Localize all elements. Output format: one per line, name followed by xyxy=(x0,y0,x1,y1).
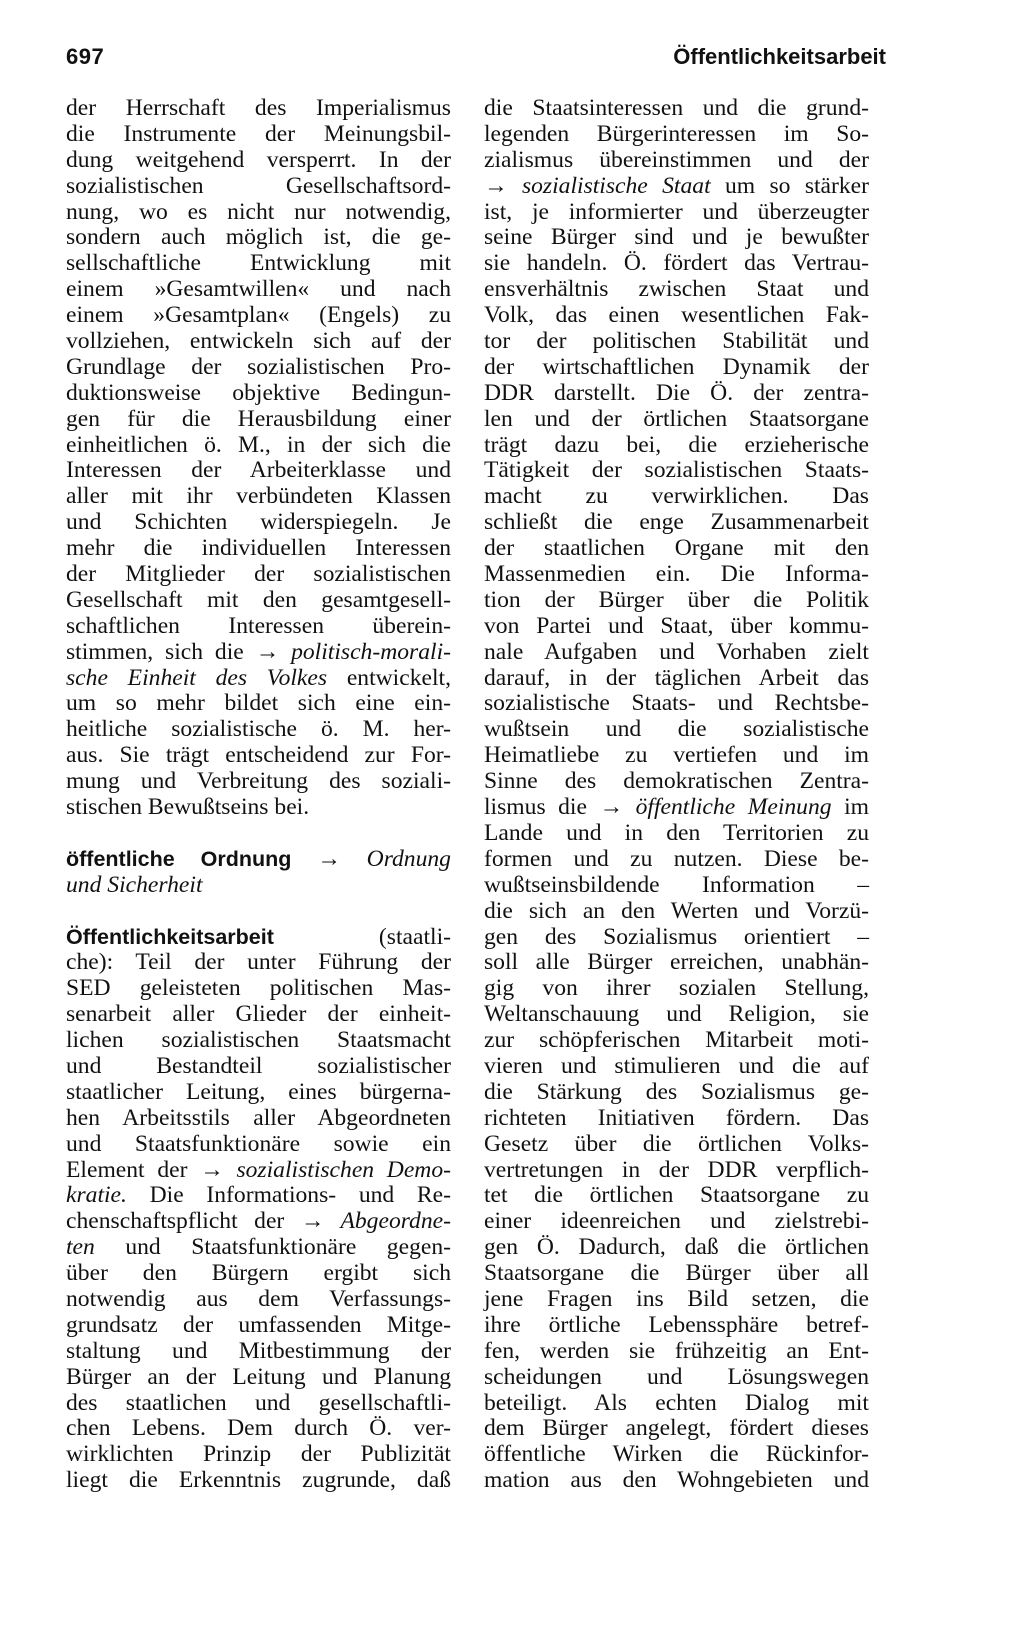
body-text: notwendig aus dem Verfassungs- xyxy=(66,1285,451,1312)
cross-reference: ten xyxy=(66,1234,95,1261)
text-line xyxy=(484,1002,869,1028)
text-line xyxy=(484,743,869,769)
text-line xyxy=(484,1442,869,1468)
text-line xyxy=(484,950,869,976)
body-text: einem »Gesamtplan« (Engels) zu xyxy=(66,302,451,329)
text-line xyxy=(484,1339,869,1365)
text-line xyxy=(484,588,869,614)
body-text: ensverhältnis zwischen Staat und xyxy=(484,276,869,303)
body-text: Tätigkeit der sozialistischen Staats- xyxy=(484,457,869,484)
cross-reference: sche Einheit des Volkes xyxy=(66,664,328,691)
text-line xyxy=(66,1339,451,1365)
body-text: Staatsorgane die Bürger über all xyxy=(484,1260,869,1287)
body-text: schaftlichen Interessen überein- xyxy=(66,612,451,639)
text-line xyxy=(66,251,451,277)
text-line xyxy=(66,1287,451,1313)
body-text: staatlicher Leitung, eines bürgerna- xyxy=(66,1078,451,1105)
body-text: Element der xyxy=(66,1156,201,1183)
text-line xyxy=(484,1183,869,1209)
body-text: mung und Verbreitung des soziali- xyxy=(66,768,451,795)
text-line xyxy=(484,303,869,329)
entry-headword: öffentliche Ordnung xyxy=(66,846,292,871)
right-column xyxy=(484,96,869,1494)
body-text: sellschaftliche Entwicklung mit xyxy=(66,250,451,277)
text-line xyxy=(66,847,451,873)
body-text: sozialistische Staats- und Rechtsbe- xyxy=(484,690,869,717)
text-line xyxy=(484,96,869,122)
body-text: Lande und in den Territorien zu xyxy=(484,819,869,846)
body-text: der Mitglieder der sozialistischen xyxy=(66,561,451,588)
body-text: Sinne des demokratischen Zentra- xyxy=(484,768,869,795)
body-text: der wirtschaftlichen Dynamik der xyxy=(484,353,869,380)
body-text: senarbeit aller Glieder der einheit- xyxy=(66,1001,451,1028)
body-text: sondern auch möglich ist, die ge- xyxy=(66,224,451,251)
body-text: mation aus den Wohngebieten und xyxy=(484,1467,869,1494)
body-text: dung weitgehend versperrt. In der xyxy=(66,146,451,173)
text-line xyxy=(484,381,869,407)
text-line xyxy=(484,148,869,174)
text-line xyxy=(66,950,451,976)
text-line xyxy=(66,640,451,666)
body-text: formen und zu nutzen. Diese be- xyxy=(484,845,869,872)
body-text: lichen sozialistischen Staatsmacht xyxy=(66,1027,451,1054)
paragraph-gap xyxy=(66,821,451,847)
body-text: Massenmedien ein. Die Informa- xyxy=(484,561,869,588)
text-line xyxy=(66,381,451,407)
body-text: hen Arbeitsstils aller Abgeordneten xyxy=(66,1104,451,1131)
cross-reference: → sozialistischen Demo- xyxy=(200,1156,451,1183)
body-text: und Bestandteil sozialistischer xyxy=(66,1052,451,1079)
body-text: seine Bürger sind und je bewußter xyxy=(484,224,869,251)
body-text: entwickelt, xyxy=(327,664,451,691)
body-text: tion der Bürger über die Politik xyxy=(484,586,869,613)
body-text: liegt die Erkenntnis zugrunde, daß xyxy=(66,1467,451,1494)
text-line xyxy=(66,1054,451,1080)
body-text: duktionsweise objektive Bedingun- xyxy=(66,379,451,406)
body-text: die Instrumente der Meinungsbil- xyxy=(66,120,451,147)
body-text: gen für die Herausbildung einer xyxy=(66,405,451,432)
text-line xyxy=(66,433,451,459)
text-line xyxy=(66,329,451,355)
body-text: scheidungen und Lösungswegen xyxy=(484,1363,869,1390)
body-text: einem »Gesamtwillen« und nach xyxy=(66,276,451,303)
body-text: nale Aufgaben und Vorhaben zielt xyxy=(484,638,869,665)
text-line xyxy=(66,666,451,692)
body-text: vollziehen, entwickeln sich auf der xyxy=(66,328,451,355)
text-line xyxy=(484,821,869,847)
text-line xyxy=(484,1287,869,1313)
text-line xyxy=(484,899,869,925)
left-column xyxy=(66,96,451,1494)
body-text: und Staatsfunktionäre gegen- xyxy=(94,1234,451,1261)
body-text: dem Bürger angelegt, fördert dieses xyxy=(484,1415,869,1442)
body-text: sie handeln. Ö. fördert das Vertrau- xyxy=(484,250,869,277)
body-text: tor der politischen Stabilität und xyxy=(484,328,869,355)
body-text: lismus die xyxy=(484,794,600,821)
body-text: staltung und Mitbestimmung der xyxy=(66,1337,451,1364)
text-line xyxy=(484,562,869,588)
body-text: Bürger an der Leitung und Planung xyxy=(66,1363,451,1390)
body-text: die Stärkung des Sozialismus ge- xyxy=(484,1078,869,1105)
body-text: um so mehr bildet sich eine ein- xyxy=(66,690,451,717)
body-text: von Partei und Staat, über kommu- xyxy=(484,612,869,639)
body-text: legenden Bürgerinteressen im So- xyxy=(484,120,869,147)
text-line xyxy=(484,510,869,536)
text-line xyxy=(66,1080,451,1106)
text-line xyxy=(66,795,451,821)
text-line xyxy=(484,1235,869,1261)
text-line xyxy=(484,1365,869,1391)
text-line xyxy=(484,329,869,355)
text-line xyxy=(484,200,869,226)
text-line xyxy=(66,1106,451,1132)
text-line xyxy=(484,873,869,899)
text-line xyxy=(484,1028,869,1054)
body-text: grundsatz der umfassenden Mitge- xyxy=(66,1311,451,1338)
body-text: Gesetz über die örtlichen Volks- xyxy=(484,1130,869,1157)
body-text: wirklichten Prinzip der Publizität xyxy=(66,1441,451,1468)
text-line xyxy=(484,174,869,200)
body-text: chen Lebens. Dem durch Ö. ver- xyxy=(66,1415,451,1442)
text-line xyxy=(66,225,451,251)
text-line xyxy=(66,925,451,951)
text-line xyxy=(484,1313,869,1339)
body-text: aus. Sie trägt entscheidend zur For- xyxy=(66,742,451,769)
cross-reference: kratie. xyxy=(66,1182,127,1209)
body-text: einer ideenreichen und zielstrebi- xyxy=(484,1208,869,1235)
text-line xyxy=(66,562,451,588)
body-text: wußtseinsbildende Information – xyxy=(484,871,869,898)
body-text: schließt die enge Zusammenarbeit xyxy=(484,509,869,536)
text-line xyxy=(484,1416,869,1442)
text-line xyxy=(66,510,451,536)
body-text: einheitlichen ö. M., in der sich die xyxy=(66,431,451,458)
body-text: und Schichten widerspiegeln. Je xyxy=(66,509,451,536)
text-line xyxy=(484,407,869,433)
body-text: soll alle Bürger erreichen, unabhän- xyxy=(484,949,869,976)
text-line xyxy=(66,717,451,743)
text-line xyxy=(484,1209,869,1235)
text-line xyxy=(66,1261,451,1287)
body-text: Volk, das einen wesentlichen Fak- xyxy=(484,302,869,329)
body-text: len und der örtlichen Staatsorgane xyxy=(484,405,869,432)
text-line xyxy=(66,1209,451,1235)
body-text: der staatlichen Organe mit den xyxy=(484,535,869,562)
text-line xyxy=(66,1442,451,1468)
text-line xyxy=(66,614,451,640)
body-text: zur schöpferischen Mitarbeit moti- xyxy=(484,1027,869,1054)
text-line xyxy=(484,251,869,277)
text-line xyxy=(66,1391,451,1417)
text-line xyxy=(484,1391,869,1417)
text-line xyxy=(66,1002,451,1028)
cross-reference: → Ordnung xyxy=(317,845,451,872)
text-line xyxy=(484,355,869,381)
text-line xyxy=(66,174,451,200)
body-text: Weltanschauung und Religion, sie xyxy=(484,1001,869,1028)
body-text: ist, je informierter und überzeugter xyxy=(484,198,869,225)
text-line xyxy=(484,433,869,459)
body-text: wußtsein und die sozialistische xyxy=(484,716,869,743)
body-text xyxy=(291,846,317,872)
body-text: macht zu verwirklichen. Das xyxy=(484,483,869,510)
body-text: ihre örtliche Lebenssphäre betref- xyxy=(484,1311,869,1338)
body-text: Grundlage der sozialistischen Pro- xyxy=(66,353,451,380)
text-line xyxy=(66,458,451,484)
running-head: Öffentlichkeitsarbeit xyxy=(673,44,886,69)
body-text: gig von ihrer sozialen Stellung, xyxy=(484,975,869,1002)
body-text: SED geleisteten politischen Mas- xyxy=(66,975,451,1002)
body-text: stischen Bewußtseins bei. xyxy=(66,794,310,821)
body-text: DDR darstellt. Die Ö. der zentra- xyxy=(484,379,869,406)
text-line xyxy=(66,873,451,899)
text-line xyxy=(484,484,869,510)
text-line xyxy=(66,743,451,769)
body-text: gen des Sozialismus orientiert – xyxy=(484,923,869,950)
paragraph-gap xyxy=(66,899,451,925)
body-text: chenschaftspflicht der xyxy=(66,1208,301,1235)
text-line xyxy=(66,200,451,226)
text-line xyxy=(484,1054,869,1080)
text-line xyxy=(66,1183,451,1209)
text-line xyxy=(66,691,451,717)
text-line xyxy=(66,484,451,510)
text-line xyxy=(484,976,869,1002)
body-text: öffentliche Wirken die Rückinfor- xyxy=(484,1441,869,1468)
text-line xyxy=(484,1132,869,1158)
body-text: fen, werden sie frühzeitig an Ent- xyxy=(484,1337,869,1364)
text-line xyxy=(484,225,869,251)
text-line xyxy=(66,122,451,148)
body-text: vieren und stimulieren und die auf xyxy=(484,1052,869,1079)
body-text: die Staatsinteressen und die grund- xyxy=(484,95,869,121)
text-line xyxy=(66,277,451,303)
body-text: tet die örtlichen Staatsorgane zu xyxy=(484,1182,869,1209)
body-text: che): Teil der unter Führung der xyxy=(66,949,451,976)
text-line xyxy=(66,407,451,433)
body-text: des staatlichen und gesellschaftli- xyxy=(66,1389,451,1416)
text-line xyxy=(484,1261,869,1287)
text-line xyxy=(66,536,451,562)
text-line xyxy=(484,1080,869,1106)
body-text: sozialistischen Gesellschaftsord- xyxy=(66,172,451,199)
text-line xyxy=(66,588,451,614)
cross-reference: → politisch-morali- xyxy=(255,638,451,665)
text-line xyxy=(66,1416,451,1442)
text-line xyxy=(66,1365,451,1391)
text-line xyxy=(484,614,869,640)
body-text: nung, wo es nicht nur notwendig, xyxy=(66,198,451,225)
text-line xyxy=(484,458,869,484)
body-text: um so stärker xyxy=(710,172,870,199)
text-line xyxy=(66,1132,451,1158)
text-line xyxy=(66,148,451,174)
text-line xyxy=(484,277,869,303)
text-line xyxy=(484,666,869,692)
body-text: aller mit ihr verbündeten Klassen xyxy=(66,483,451,510)
body-text: darauf, in der täglichen Arbeit das xyxy=(484,664,869,691)
body-text: Interessen der Arbeiterklasse und xyxy=(66,457,451,484)
body-text: gen Ö. Dadurch, daß die örtlichen xyxy=(484,1234,869,1261)
page-number: 697 xyxy=(66,44,105,69)
text-line xyxy=(484,536,869,562)
body-text: jene Fragen ins Bild setzen, die xyxy=(484,1285,869,1312)
cross-reference: → Abgeordne- xyxy=(300,1208,451,1235)
body-text: (staatli- xyxy=(273,923,451,950)
entry-headword: Öffentlichkeitsarbeit xyxy=(66,924,274,949)
body-text: Gesellschaft mit den gesamtgesell- xyxy=(66,586,451,613)
text-line xyxy=(484,640,869,666)
cross-reference: und Sicherheit xyxy=(66,871,203,898)
body-text: Heimatliebe zu vertiefen und im xyxy=(484,742,869,769)
text-line xyxy=(484,717,869,743)
text-line xyxy=(66,303,451,329)
body-text: mehr die individuellen Interessen xyxy=(66,535,451,562)
body-text: über den Bürgern ergibt sich xyxy=(66,1260,451,1287)
text-line xyxy=(484,691,869,717)
body-text: vertretungen in der DDR verpflich- xyxy=(484,1156,869,1183)
text-line xyxy=(66,1313,451,1339)
cross-reference: → öffentliche Meinung xyxy=(599,794,832,821)
text-line xyxy=(484,122,869,148)
text-line xyxy=(484,1468,869,1494)
body-text: zialismus übereinstimmen und der xyxy=(484,146,869,173)
text-line xyxy=(484,847,869,873)
text-line xyxy=(484,1158,869,1184)
text-line xyxy=(66,1235,451,1261)
body-text: richteten Initiativen fördern. Das xyxy=(484,1104,869,1131)
text-line xyxy=(66,769,451,795)
text-line xyxy=(66,355,451,381)
text-line xyxy=(66,1468,451,1494)
cross-reference: → sozialistische Staat xyxy=(484,172,711,199)
text-line xyxy=(66,1158,451,1184)
body-text: und Staatsfunktionäre sowie ein xyxy=(66,1130,451,1157)
body-text: die sich an den Werten und Vorzü- xyxy=(484,897,869,924)
body-text: trägt dazu bei, die erzieherische xyxy=(484,431,869,458)
body-text: heitliche sozialistische ö. M. her- xyxy=(66,716,451,743)
body-text: Die Informations- und Re- xyxy=(126,1182,451,1209)
text-line xyxy=(66,1028,451,1054)
body-text: beteiligt. Als echten Dialog mit xyxy=(484,1389,869,1416)
text-line xyxy=(66,96,451,122)
text-line xyxy=(484,1106,869,1132)
body-text: der Herrschaft des Imperialismus xyxy=(66,95,451,121)
text-line xyxy=(484,769,869,795)
body-text: im xyxy=(831,794,870,821)
text-line xyxy=(484,925,869,951)
text-line xyxy=(66,976,451,1002)
text-line xyxy=(484,795,869,821)
body-text: stimmen, sich die xyxy=(66,638,256,665)
